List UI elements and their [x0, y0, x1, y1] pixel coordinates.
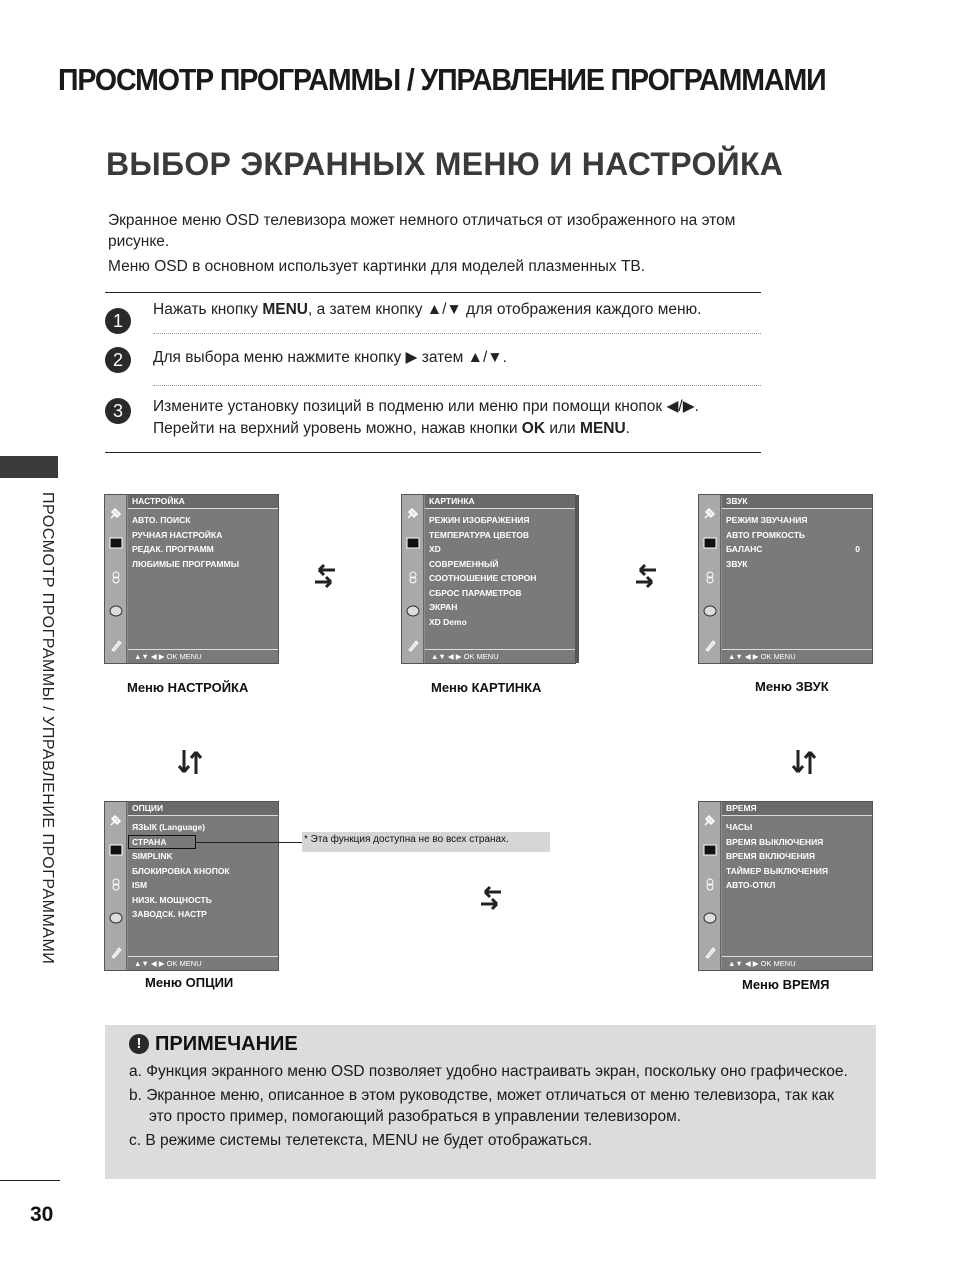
step-text-line2: [153, 418, 761, 440]
menu-title: КАРТИНКА: [425, 495, 575, 509]
menu-panel: [722, 802, 872, 970]
menu-item[interactable]: XD: [429, 544, 441, 554]
step-text: или: [545, 420, 581, 437]
page-header: ПРОСМОТР ПРОГРАММЫ / УПРАВЛЕНИЕ ПРОГРАММАМИ: [58, 62, 826, 97]
menu-item[interactable]: ЗВУК: [726, 558, 748, 569]
menu-item[interactable]: АВТО ГРОМКОСТЬ: [726, 529, 806, 540]
caption-sound: Меню ЗВУК: [755, 679, 829, 694]
menu-item[interactable]: ВРЕМЯ ВКЛЮЧЕНИЯ: [726, 851, 815, 861]
menu-item[interactable]: СОВРЕМЕННЫЙ: [429, 558, 499, 569]
menu-panel: [128, 802, 278, 970]
icon-column: [105, 802, 127, 970]
step-number: 1: [105, 308, 131, 334]
osd-menu-picture: [401, 494, 576, 664]
sound-icon: [702, 569, 718, 585]
sound-icon: [108, 876, 124, 892]
picture-icon: [405, 535, 421, 551]
swap-arrows-icon: [634, 562, 658, 590]
clock-icon: [405, 603, 421, 619]
nav-hint-bar: ▲▼ ◀ ▶ OK MENU: [128, 649, 278, 663]
menu-item[interactable]: XD Demo: [429, 616, 467, 627]
vertical-swap-arrows-icon: [175, 748, 205, 776]
options-icon: [702, 637, 718, 653]
satellite-icon: [702, 812, 718, 828]
sound-icon: [108, 569, 124, 585]
picture-icon: [702, 535, 718, 551]
menu-item[interactable]: БЛОКИРОВКА КНОПОК: [132, 865, 230, 876]
note-box: [105, 1025, 876, 1179]
menu-title: ОПЦИИ: [128, 802, 278, 816]
caption-options: Меню ОПЦИИ: [145, 975, 234, 990]
satellite-icon: [405, 505, 421, 521]
satellite-icon: [108, 505, 124, 521]
callout-line: [196, 842, 302, 843]
options-icon: [405, 637, 421, 653]
menu-item-balance[interactable]: [726, 542, 868, 557]
menu-item[interactable]: АВТО-ОТКЛ: [726, 880, 776, 890]
icon-column: [699, 802, 721, 970]
step-number: 3: [105, 398, 131, 424]
clock-icon: [108, 603, 124, 619]
nav-hint-bar: ▲▼ ◀ ▶ OK MENU: [425, 649, 575, 663]
menu-title: ВРЕМЯ: [722, 802, 872, 816]
step-text: .: [625, 420, 630, 437]
options-icon: [702, 944, 718, 960]
step-3: [105, 386, 761, 452]
icon-column: [105, 495, 127, 663]
menu-panel: [425, 495, 575, 663]
sound-icon: [702, 876, 718, 892]
picture-icon: [108, 535, 124, 551]
menu-items: [726, 820, 868, 893]
note-item: b. Экранное меню, описанное в этом руководстве, может отличаться от меню телевизора, так как это просто пример, помогающий разобраться в управлении телевизором.: [129, 1086, 835, 1125]
intro-paragraph: Экранное меню OSD телевизора может немного отличаться от изображенного на этом рисунке.: [108, 212, 736, 250]
menu-items: [726, 513, 868, 571]
picture-icon: [702, 842, 718, 858]
menu-item[interactable]: СТРАНА: [132, 836, 167, 847]
nav-hint-bar: ▲▼ ◀ ▶ OK MENU: [722, 649, 872, 663]
menu-item[interactable]: СООТНОШЕНИЕ СТОРОН: [429, 573, 537, 583]
menu-item[interactable]: ЧАСЫ: [726, 822, 753, 832]
osd-menu-setup: [104, 494, 279, 664]
osd-menu-sound: [698, 494, 873, 664]
page-number: 30: [30, 1203, 54, 1226]
swap-arrows-icon: [479, 884, 503, 912]
vertical-swap-arrows-icon: [789, 748, 819, 776]
step-1: [105, 293, 761, 333]
note-list: [129, 1061, 859, 1153]
sound-icon: [405, 569, 421, 585]
satellite-icon: [702, 505, 718, 521]
menu-item[interactable]: SIMPLINK: [132, 851, 173, 861]
clock-icon: [702, 603, 718, 619]
step-2: [105, 334, 761, 385]
nav-hint-bar: ▲▼ ◀ ▶ OK MENU: [128, 956, 278, 970]
menu-item[interactable]: АВТО. ПОИСК: [132, 515, 191, 525]
swap-arrows-icon: [313, 562, 337, 590]
osd-menu-options: [104, 801, 279, 971]
note-title: ПРИМЕЧАНИЕ: [155, 1033, 298, 1055]
menu-item[interactable]: ЛЮБИМЫЕ ПРОГРАММЫ: [132, 558, 240, 569]
country-highlight-box: [128, 835, 196, 849]
clock-icon: [108, 910, 124, 926]
step-text: Для выбора меню нажмите кнопку ▶ затем ▲/▼.: [153, 349, 507, 366]
menu-item[interactable]: ВРЕМЯ ВЫКЛЮЧЕНИЯ: [726, 836, 824, 847]
options-icon: [108, 637, 124, 653]
menu-item[interactable]: ЗАВОДСК. НАСТР: [132, 909, 207, 919]
intro: [108, 210, 788, 281]
menu-item[interactable]: ТЕМПЕРАТУРА ЦВЕТОВ: [429, 529, 530, 540]
scrollbar[interactable]: [576, 495, 579, 663]
steps-list: [105, 292, 761, 453]
menu-title: ЗВУК: [722, 495, 872, 509]
step-keyword: MENU: [580, 420, 626, 437]
menu-item[interactable]: СБРОС ПАРАМЕТРОВ: [429, 587, 522, 598]
icon-column: [402, 495, 424, 663]
options-icon: [108, 944, 124, 960]
footer-rule: [0, 1180, 60, 1181]
menu-item[interactable]: ЭКРАН: [429, 602, 458, 612]
menu-items: [132, 513, 274, 571]
callout-note: * Эта функция доступна не во всех странах.: [302, 832, 550, 852]
note-heading: [129, 1033, 298, 1056]
step-text: Нажать кнопку: [153, 301, 263, 318]
nav-hint-bar: ▲▼ ◀ ▶ OK MENU: [722, 956, 872, 970]
balance-value: 0: [855, 544, 860, 554]
caption-picture: Меню КАРТИНКА: [431, 680, 542, 695]
icon-column: [699, 495, 721, 663]
menu-item[interactable]: ТАЙМЕР ВЫКЛЮЧЕНИЯ: [726, 865, 828, 876]
caption-time: Меню ВРЕМЯ: [742, 977, 830, 992]
menu-item[interactable]: РЕДАК. ПРОГРАММ: [132, 544, 214, 554]
intro-paragraph: Меню OSD в основном использует картинки для моделей плазменных ТВ.: [108, 258, 646, 275]
exclamation-icon: !: [129, 1034, 149, 1054]
menu-title: НАСТРОЙКА: [128, 495, 278, 509]
menu-item[interactable]: РЕЖИН ИЗОБРАЖЕНИЯ: [429, 515, 530, 525]
section-title: ВЫБОР ЭКРАННЫХ МЕНЮ И НАСТРОЙКА: [106, 146, 784, 182]
menu-panel: [722, 495, 872, 663]
step-text: , а затем кнопку ▲/▼ для отображения каждого меню.: [307, 301, 702, 318]
clock-icon: [702, 910, 718, 926]
menu-panel: [128, 495, 278, 663]
step-keyword: MENU: [262, 301, 308, 318]
menu-item[interactable]: ISM: [132, 880, 148, 890]
menu-items: [429, 513, 571, 629]
step-number: 2: [105, 347, 131, 373]
side-tab-marker: [0, 456, 58, 478]
step-text: Перейти на верхний уровень можно, нажав кнопки: [153, 420, 522, 437]
step-text: Измените установку позиций в подменю или меню при помощи кнопок ◀/▶.: [153, 398, 699, 415]
menu-item[interactable]: РУЧНАЯ НАСТРОЙКА: [132, 529, 223, 540]
menu-item[interactable]: НИЗК. МОЩНОСТЬ: [132, 894, 212, 905]
satellite-icon: [108, 812, 124, 828]
menu-item[interactable]: РЕЖИМ ЗВУЧАНИЯ: [726, 515, 808, 525]
osd-menu-time: [698, 801, 873, 971]
picture-icon: [108, 842, 124, 858]
note-item: a. Функция экранного меню OSD позволяет удобно настраивать экран, поскольку оно графическое.: [129, 1063, 848, 1080]
menu-item[interactable]: ЯЗЫК (Language): [132, 822, 206, 832]
caption-setup: Меню НАСТРОЙКА: [127, 680, 249, 695]
step-keyword: OK: [521, 420, 546, 437]
menu-item-label: БАЛАНС: [726, 544, 763, 554]
note-item: c. В режиме системы телетекста, MENU не будет отображаться.: [129, 1131, 593, 1149]
side-running-title: ПРОСМОТР ПРОГРАММЫ / УПРАВЛЕНИЕ ПРОГРАММАМИ: [39, 492, 56, 965]
